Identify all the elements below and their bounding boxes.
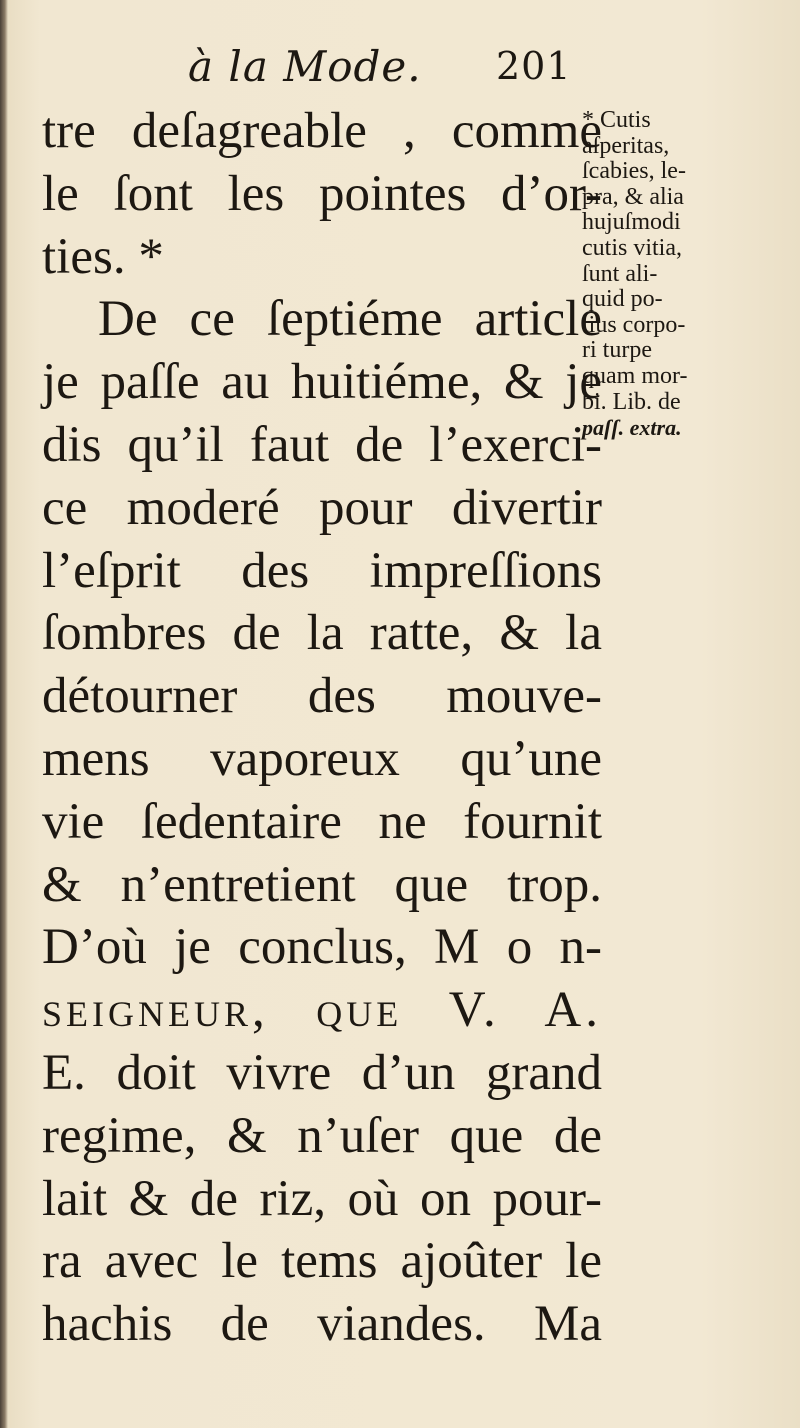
text-line: lait & de riz, où on pour- [42, 1170, 602, 1227]
text-line: je paſſe au huitiéme, & je [42, 354, 602, 411]
small-caps-word: seigneur, que V. A. [42, 982, 602, 1039]
text-line: & n’entretient que trop. [42, 856, 602, 913]
text-line: ra avec le tems ajoûter le [42, 1233, 602, 1290]
text-line: regime, & n’uſer que de [42, 1107, 602, 1164]
running-title: à la Mode. [188, 42, 422, 91]
text-line: le ſont les pointes d’or- [42, 165, 602, 222]
text-line [42, 979, 602, 1042]
text-line: hachis de viandes. Ma [42, 1296, 602, 1353]
note-line: pra, & alia [582, 183, 684, 210]
note-line: paſſ. extra. [582, 415, 682, 441]
page-number: 201 [496, 44, 572, 88]
text-line: vie ſedentaire ne fournit [42, 793, 602, 850]
text-line: D’où je conclus, M o n- [42, 919, 602, 976]
note-line: ſunt ali- [582, 260, 658, 287]
text-line: détourner des mouve- [42, 668, 602, 725]
margin-note [582, 108, 752, 441]
note-line: cutis vitia, [582, 234, 682, 261]
note-line: tius corpo- [582, 311, 686, 338]
text-line: ce moderé pour divertir [42, 479, 602, 536]
note-line: bi. Lib. de [582, 388, 681, 415]
note-line: aſperitas, [582, 132, 670, 159]
text-line: ſombres de la ratte, & la [42, 605, 602, 662]
note-line: quam mor- [582, 362, 688, 389]
note-line: hujuſmodi [582, 209, 681, 236]
text-line: ties. * [42, 228, 164, 285]
note-line: ſcabies, le- [582, 158, 686, 185]
page-header [0, 42, 800, 102]
main-text-block [42, 100, 602, 1356]
page-binding-edge [0, 0, 8, 1428]
note-line: ri turpe [582, 337, 652, 364]
text-line: mens vaporeux qu’une [42, 730, 602, 787]
text-line: De ce ſeptiéme article [98, 291, 602, 348]
text-line: E. doit vivre d’un grand [42, 1044, 602, 1101]
note-line: * Cutis [582, 107, 651, 133]
text-line: l’eſprit des impreſſions [42, 542, 602, 599]
text-line: tre deſagreable , comme [42, 103, 602, 159]
note-line: quid po- [582, 286, 663, 313]
text-line: dis qu’il faut de l’exerci- [42, 416, 602, 473]
